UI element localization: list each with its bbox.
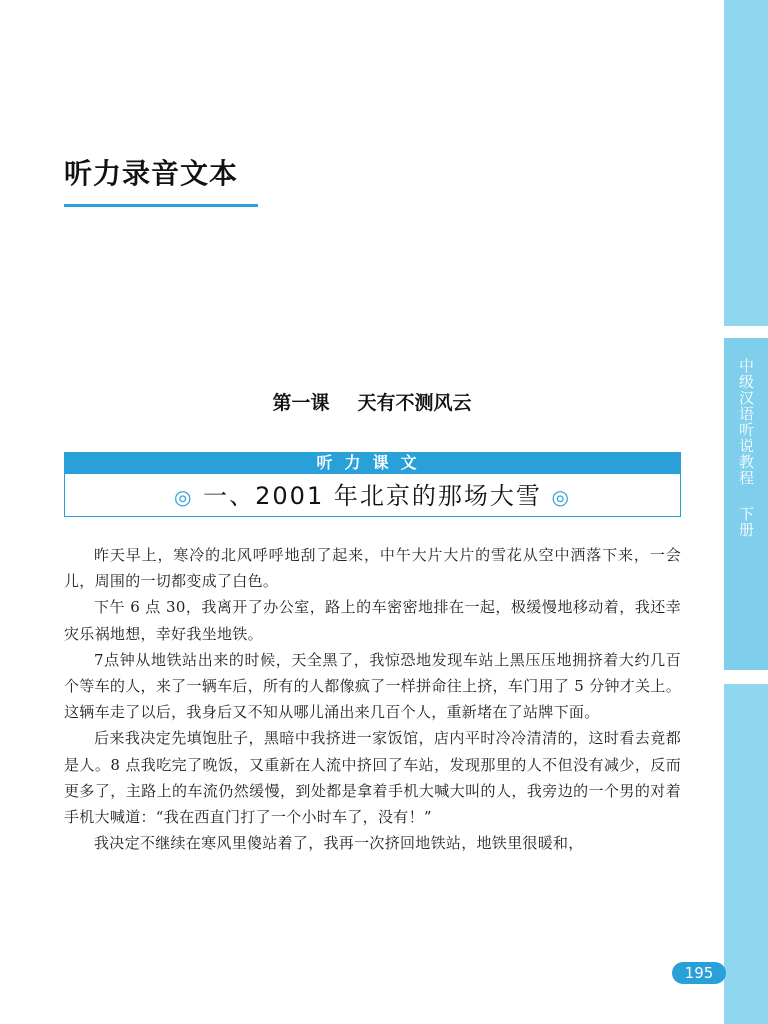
book-title: 中级汉语听说教程 — [737, 358, 755, 486]
side-tab-top — [724, 0, 768, 326]
banner-subtitle: 一、2001 年北京的那场大雪 — [203, 482, 542, 510]
lesson-heading — [0, 388, 744, 415]
page-number: 195 — [672, 962, 726, 984]
lesson-number: 第一课 — [272, 392, 330, 414]
lesson-title: 天有不测风云 — [357, 392, 472, 414]
ornament-left-icon: ◎ — [174, 485, 194, 509]
book-title-vertical — [728, 358, 764, 538]
paragraph: 下午 6 点 30，我离开了办公室，路上的车密密地排在一起，极缓慢地移动着，我还幸灾乐祸地想，幸好我坐地铁。 — [64, 598, 681, 643]
paragraph: 昨天早上，寒冷的北风呼呼地刮了起来，中午大片大片的雪花从空中洒落下来，一会儿，周围的一切都变成了白色。 — [64, 546, 681, 591]
side-tab-bottom — [724, 684, 768, 1024]
section-title-underline — [64, 204, 258, 207]
ornament-right-icon: ◎ — [551, 485, 571, 509]
banner-label: 听力课文 — [64, 452, 681, 474]
body-text — [64, 542, 681, 856]
paragraph: 后来我决定先填饱肚子，黑暗中我挤进一家饭馆，店内平时冷冷清清的，这时看去竟都是人。8 点我吃完了晚饭，又重新在人流中挤回了车站，发现那里的人不但没有减少，反而更多了，主路上的车流仍然缓慢，到处都是拿着手机大喊大叫的人，我旁边的一个男的对着手机大喊道：“我在西直门打了一个小时车了，没有！” — [64, 729, 681, 827]
section-title: 听力录音文本 — [64, 157, 239, 190]
banner-subtitle-box — [64, 474, 681, 517]
paragraph: 我决定不继续在寒风里傻站着了，我再一次挤回地铁站，地铁里很暖和， — [94, 834, 584, 853]
book-volume: 下册 — [737, 505, 755, 538]
paragraph: 7点钟从地铁站出来的时候，天全黑了，我惊恐地发现车站上黑压压地拥挤着大约几百个等车的人，来了一辆车后，所有的人都像疯了一样拼命往上挤，车门用了 5 分钟才关上。这辆车走了以后，我身后又不知从哪儿涌出来几百个人，重新堵在了站牌下面。 — [64, 650, 681, 722]
